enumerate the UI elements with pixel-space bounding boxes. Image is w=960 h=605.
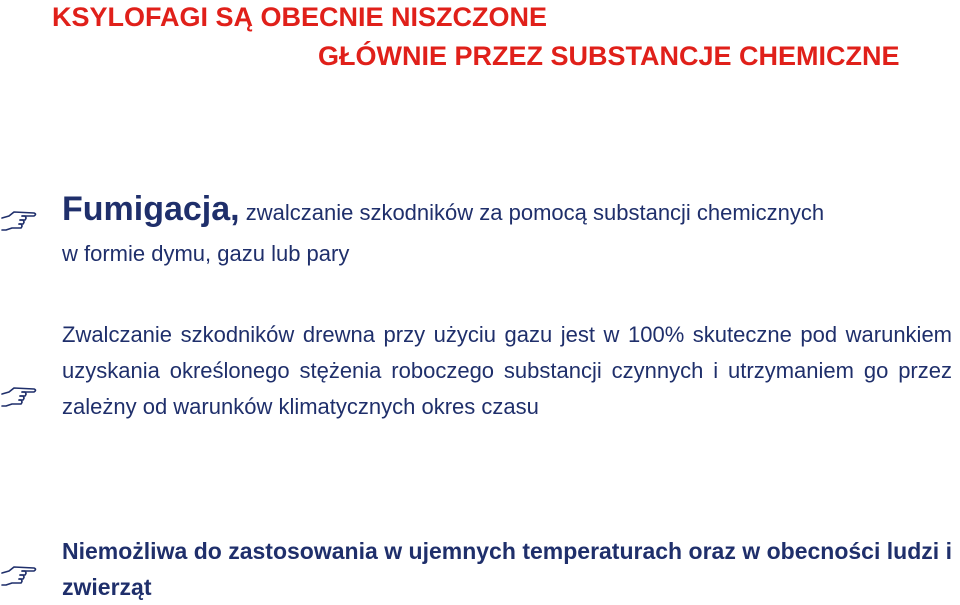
bullet-text-continuation: w formie dymu, gazu lub pary (62, 241, 350, 266)
bullet-text: zwalczanie szkodników za pomocą substancji chemicznych (239, 200, 825, 225)
pointing-hand-icon (0, 382, 40, 414)
slide-title-line-1: KSYLOFAGI SĄ OBECNIE NISZCZONE (52, 2, 548, 32)
pointing-hand-icon (0, 561, 40, 593)
bullet-limitations: Niemożliwa do zastosowania w ujemnych temperaturach oraz w obecności ludzi i zwierząt (62, 538, 952, 600)
bullet-effectiveness: Zwalczanie szkodników drewna przy użyciu gazu jest w 100% skuteczne pod warunkiem uzyskania określonego stężenia roboczego substancji czynnych i utrzymaniem go przez zależny od warunków klimatycznych okres czasu (62, 322, 952, 419)
pointing-hand-icon (0, 206, 40, 238)
bullet-fumigation (62, 186, 960, 269)
bullet-lead-term: Fumigacja, (62, 190, 240, 228)
slide-title-line-2: GŁÓWNIE PRZEZ SUBSTANCJE CHEMICZNE (318, 41, 900, 71)
